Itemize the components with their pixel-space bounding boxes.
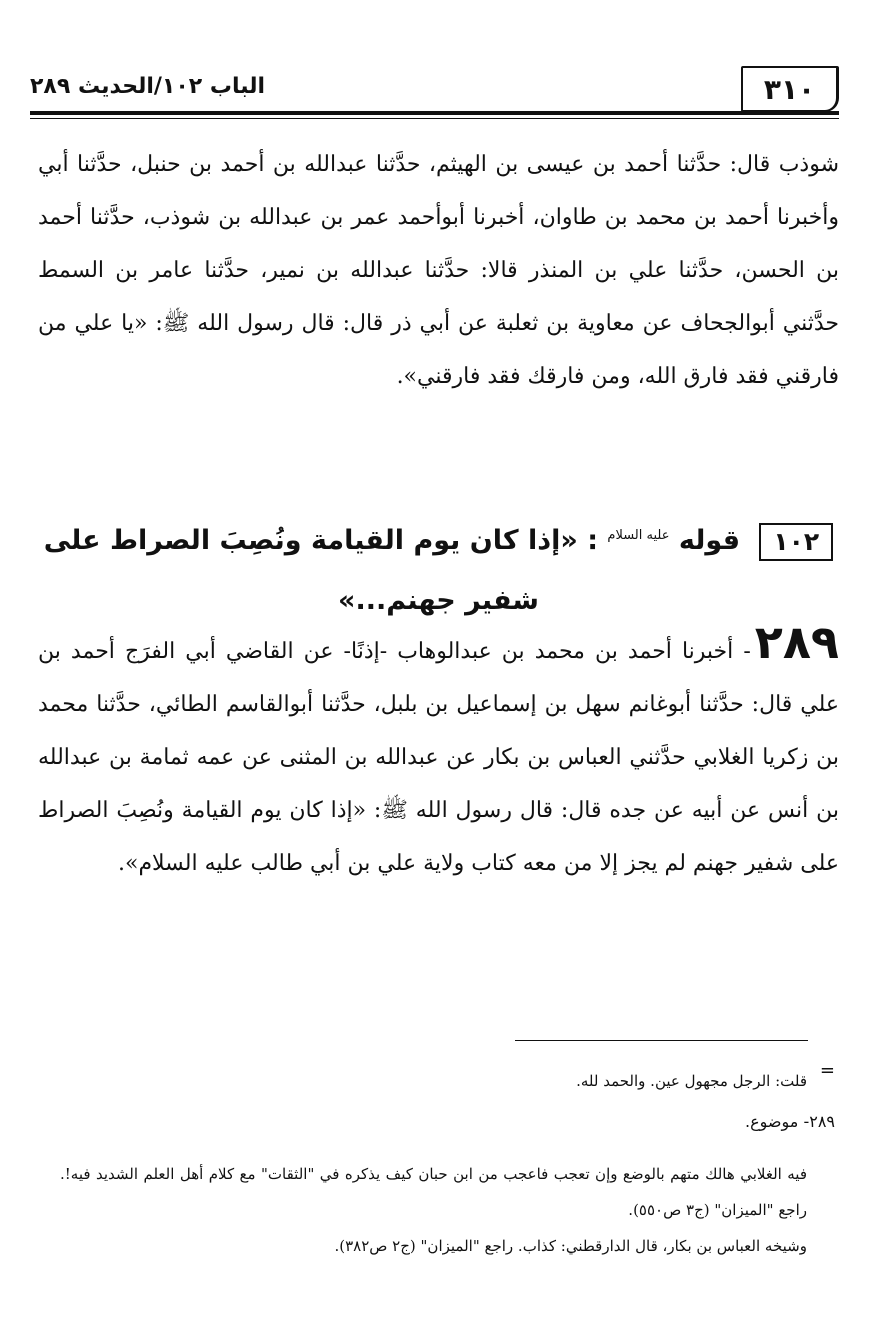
running-header: [30, 58, 839, 118]
hadith-number: ٢٨٩: [754, 615, 839, 669]
footnote-para-1: فيه الغلابي هالك متهم بالوضع وإن تعجب فاعجب من ابن حبان كيف يذكره في "الثقات" مع كلام أهل العلم الشديد فيه!. راجع "الميزان" (ج٣ ص٥٥٠).: [60, 1165, 807, 1219]
chapter-number: ١٠٢: [759, 523, 833, 561]
header-rule-thick: [30, 111, 839, 115]
chapter-lead: قوله: [678, 525, 740, 556]
continuation-paragraph: [38, 138, 839, 403]
chapter-quote: : «إذا كان يوم القيامة ونُصِبَ الصراط على شفير جهنم...»: [43, 525, 598, 616]
footnote-continuation-text: قلت: الرجل مجهول عين. والحمد لله.: [576, 1072, 807, 1090]
honorific-glyph: عليه السلام: [607, 528, 670, 543]
header-title: الباب ١٠٢/الحديث ٢٨٩: [30, 74, 266, 99]
footnote-rule: [515, 1040, 808, 1041]
chapter-heading: [38, 506, 839, 631]
footnote-continuation: [60, 1064, 807, 1098]
footnote-body: [60, 1156, 807, 1264]
header-rule-thin: [30, 118, 839, 119]
footnote-continuation-marker: =: [819, 1060, 835, 1081]
footnote-para-2: وشيخه العباس بن بكار، قال الدارقطني: كذاب. راجع "الميزان" (ج٢ ص٣٨٢).: [334, 1237, 807, 1255]
continuation-text: شوذب قال: حدَّثنا أحمد بن عيسى بن الهيثم، حدَّثنا عبدالله بن أحمد بن حنبل، حدَّثنا أبي وأخبرنا أحمد بن محمد بن طاوان، أخبرنا أبوأحمد عمر بن عبدالله بن شوذب، حدَّثنا أحمد بن الحسن، حدَّثنا علي بن المنذر قالا: حدَّثنا عبدالله بن نمير، حدَّثنا عامر بن السمط حدَّثني أبوالجحاف عن معاوية بن ثعلبة عن أبي ذر قال: قال رسول الله ﷺ: «يا علي من فارقني فقد فارق الله، ومن فارقك فقد فارقني».: [38, 152, 839, 389]
hadith-text: - أخبرنا أحمد بن محمد بن عبدالوهاب -إذنًا- عن القاضي أبي الفرَج أحمد بن علي قال: حدَّثنا أبوغانم سهل بن إسماعيل بن بلبل، حدَّثنا أبوالقاسم الطائي، حدَّثنا محمد بن زكريا الغلابي حدَّثني العباس بن بكار عن عبدالله بن المثنى عن عمه ثمامة بن عبدالله بن أنس عن أبيه عن جده قال: قال رسول الله ﷺ: «إذا كان يوم القيامة ونُصِبَ الصراط على شفير جهنم لم يجز إلا من معه كتاب ولاية علي بن أبي طالب عليه السلام».: [38, 639, 839, 876]
hadith-block: [38, 615, 839, 890]
page-number: ٣١٠: [741, 66, 839, 112]
footnote-label: ٢٨٩- موضوع.: [745, 1112, 835, 1131]
